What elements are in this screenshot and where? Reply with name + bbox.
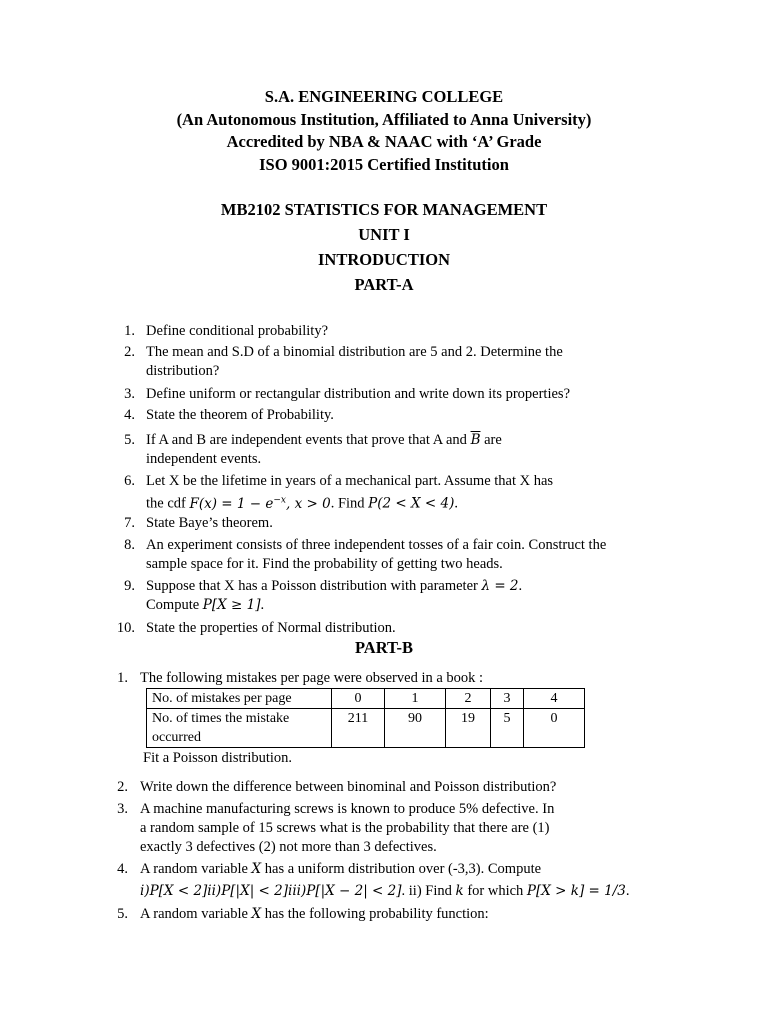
list-item xyxy=(0,669,768,688)
question-text: distribution? xyxy=(146,363,220,379)
table-cell: No. of mistakes per page xyxy=(147,689,332,709)
math-expression: P[X ≥ 1] xyxy=(202,597,261,613)
math-expression: $\overline{B}$ xyxy=(470,432,481,448)
question-line xyxy=(140,882,629,901)
list-item xyxy=(0,322,768,341)
question-text: . xyxy=(454,495,458,512)
list-item xyxy=(0,905,768,924)
item-number: 10. xyxy=(116,620,135,636)
table-cell: 90 xyxy=(385,709,446,748)
item-number: 9. xyxy=(124,578,135,594)
math-expression: P[X > k] = 1/3 xyxy=(526,883,626,899)
question-text: for which xyxy=(467,883,524,899)
question-text: The following mistakes per page were observed in a book : xyxy=(140,670,484,686)
table-cell: 2 xyxy=(446,689,491,709)
table-cell xyxy=(147,709,332,748)
question-text: If A and B are independent events that prove that A and xyxy=(146,432,467,448)
item-number: 3. xyxy=(117,801,128,817)
question-text: a random sample of 15 screws what is the probability that there are (1) xyxy=(140,820,550,836)
mistakes-table xyxy=(146,688,585,748)
table-row xyxy=(147,689,585,709)
list-item xyxy=(0,619,768,638)
question-line xyxy=(140,860,541,879)
question-text: . Find xyxy=(330,495,365,512)
part-a-heading: PART-A xyxy=(354,275,414,294)
question-text: sample space for it. Find the probability of getting two heads. xyxy=(146,556,503,572)
cell-line: No. of times the mistake xyxy=(152,711,290,726)
math-expression xyxy=(189,496,330,512)
question-text: Let X be the lifetime in years of a mechanical part. Assume that X has xyxy=(146,473,554,489)
table-cell: 211 xyxy=(332,709,385,748)
college-header xyxy=(0,86,768,176)
question-text: The mean and S.D of a binomial distribution are 5 and 2. Determine the xyxy=(146,344,563,360)
item-number: 6. xyxy=(124,473,135,489)
question-text: has the following probability function: xyxy=(264,906,489,922)
question-line xyxy=(140,905,489,924)
item-number: 1. xyxy=(124,323,135,339)
question-text: . xyxy=(625,883,630,899)
list-item xyxy=(0,536,768,576)
math-expression: λ = 2 xyxy=(481,578,519,594)
college-name: S.A. ENGINEERING COLLEGE xyxy=(264,87,504,106)
math-part: , x > 0 xyxy=(286,495,331,512)
table-cell: 5 xyxy=(491,709,524,748)
part-b-heading: PART-B xyxy=(354,638,414,657)
question-text: . ii) Find xyxy=(401,883,452,899)
item-number: 5. xyxy=(124,432,135,448)
math-expression: X xyxy=(251,906,262,922)
accreditation: Accredited by NBA & NAAC with ‘A’ Grade xyxy=(226,132,542,151)
item-number: 5. xyxy=(117,906,128,922)
question-text: A machine manufacturing screws is known to produce 5% defective. In xyxy=(140,801,555,817)
question-text: A random variable xyxy=(140,861,248,877)
question-text: are xyxy=(480,432,502,448)
question-line xyxy=(146,491,458,514)
question-text: An experiment consists of three independent tosses of a fair coin. Construct the xyxy=(146,537,607,553)
list-item xyxy=(0,343,768,383)
question-text: . xyxy=(260,597,265,613)
list-item xyxy=(0,778,768,797)
question-text: State the theorem of Probability. xyxy=(146,407,334,423)
unit-topic: INTRODUCTION xyxy=(317,250,451,269)
item-number: 3. xyxy=(124,386,135,402)
question-text: Compute xyxy=(146,597,200,613)
list-item xyxy=(0,800,768,857)
item-number: 2. xyxy=(124,344,135,360)
math-expression: i)P[X < 2]ii)P[|X| < 2]iii)P[|X − 2| < 2] xyxy=(140,883,402,899)
math-expression: P(2 < X < 4) xyxy=(368,495,455,512)
item-number: 1. xyxy=(117,670,128,686)
cell-line: occurred xyxy=(152,730,201,745)
question-text: has a uniform distribution over (-3,3). Compute xyxy=(264,861,542,877)
question-text: Define uniform or rectangular distribution and write down its properties? xyxy=(146,386,571,402)
question-text: Suppose that X has a Poisson distribution with parameter xyxy=(146,578,478,594)
list-item xyxy=(0,406,768,425)
question-text: the cdf xyxy=(146,495,186,512)
item-number: 2. xyxy=(117,779,128,795)
question-text: State the properties of Normal distribution. xyxy=(146,620,396,636)
math-expression: k xyxy=(455,883,464,899)
table-cell: 19 xyxy=(446,709,491,748)
course-title: MB2102 STATISTICS FOR MANAGEMENT xyxy=(220,200,548,219)
list-item xyxy=(0,385,768,404)
table-cell: 1 xyxy=(385,689,446,709)
list-item xyxy=(0,860,768,904)
course-title-block xyxy=(0,197,768,297)
list-item-continuation xyxy=(0,749,768,768)
table-cell: 0 xyxy=(524,709,585,748)
question-text: A random variable xyxy=(140,906,248,922)
iso-certification: ISO 9001:2015 Certified Institution xyxy=(259,154,509,174)
math-expression: X xyxy=(251,861,262,877)
question-line xyxy=(146,577,522,596)
table-row xyxy=(147,709,585,748)
item-number: 7. xyxy=(124,515,135,531)
institution-status: (An Autonomous Institution, Affiliated to Anna University) xyxy=(176,109,592,129)
question-line xyxy=(146,596,264,615)
question-text: independent events. xyxy=(146,451,262,467)
list-item xyxy=(0,472,768,512)
list-item xyxy=(0,577,768,617)
list-item xyxy=(0,514,768,533)
unit-label: UNIT I xyxy=(358,225,410,244)
table-cell: 0 xyxy=(332,689,385,709)
list-item xyxy=(0,431,768,471)
table-cell: 4 xyxy=(524,689,585,709)
math-part: F(x) = 1 − e xyxy=(189,495,274,512)
item-number: 4. xyxy=(124,407,135,423)
question-text: Define conditional probability? xyxy=(146,323,329,339)
item-number: 4. xyxy=(117,861,128,877)
question-text: exactly 3 defectives (2) not more than 3 defectives. xyxy=(140,839,437,855)
table-cell: 3 xyxy=(491,689,524,709)
question-text: Fit a Poisson distribution. xyxy=(143,750,293,766)
math-exponent: −x xyxy=(273,495,286,505)
question-line xyxy=(146,431,502,450)
item-number: 8. xyxy=(124,537,135,553)
question-text: State Baye’s theorem. xyxy=(146,515,273,531)
question-text: Write down the difference between binominal and Poisson distribution? xyxy=(140,779,557,795)
question-text: . xyxy=(518,578,523,594)
